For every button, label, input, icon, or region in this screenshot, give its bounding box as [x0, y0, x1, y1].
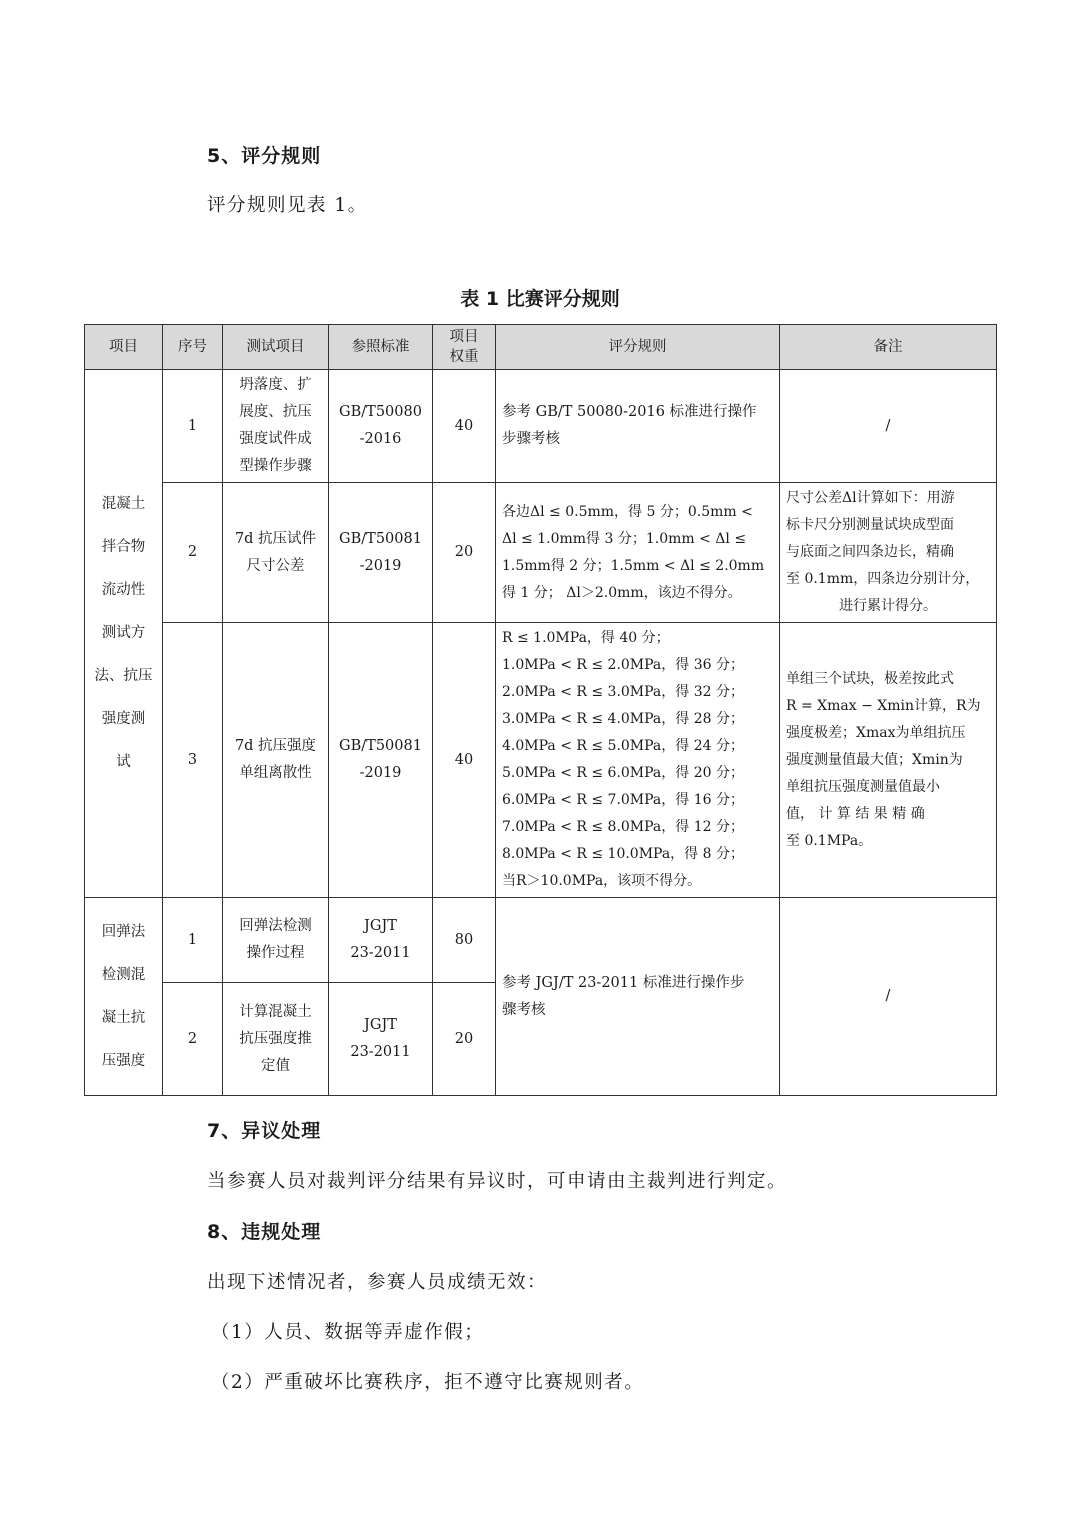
row-no: 3: [163, 623, 223, 898]
section7-heading: 7、异议处理: [207, 1120, 322, 1142]
category-concrete-mix: 混凝土 拌合物 流动性 测试方 法、抗压 强度测 试: [85, 370, 163, 898]
category-rebound-method: 回弹法 检测混 凝土抗 压强度: [85, 898, 163, 1096]
row-note: 单组三个试块，极差按此式 R = Xmax − Xmin计算，R为 强度极差；Xmax为单组抗压 强度测量值最大值；Xmin为 单组抗压强度测量值最小 值， 计 算 结 果 精 确 至 0.1MPa。: [780, 623, 997, 898]
header-standard: 参照标准: [329, 325, 433, 370]
row-note: /: [780, 370, 997, 483]
row-test-item: 坍落度、扩 展度、抗压 强度试件成 型操作步骤: [223, 370, 329, 483]
table-row: [85, 898, 997, 983]
row-rule: R ≤ 1.0MPa，得 40 分； 1.0MPa < R ≤ 2.0MPa，得 36 分； 2.0MPa < R ≤ 3.0MPa，得 32 分； 3.0MPa < R ≤ 4.0MPa，得 28 分； 4.0MPa < R ≤ 5.0MPa，得 24 分； 5.0MPa < R ≤ 6.0MPa，得 20 分； 6.0MPa < R ≤ 7.0MPa，得 16 分； 7.0MPa < R ≤ 8.0MPa，得 12 分； 8.0MPa < R ≤ 10.0MPa，得 8 分； 当R＞10.0MPa，该项不得分。: [496, 623, 780, 898]
section8-text: 出现下述情况者，参赛人员成绩无效：: [207, 1272, 548, 1293]
row-weight: 20: [433, 483, 496, 623]
scoring-rules-table: [84, 324, 997, 1096]
section5-text: 评分规则见表 1。: [207, 195, 368, 216]
row-no: 1: [163, 898, 223, 983]
row-no: 2: [163, 483, 223, 623]
row-test-item: 回弹法检测 操作过程: [223, 898, 329, 983]
row-rule: 各边Δl ≤ 0.5mm，得 5 分；0.5mm < Δl ≤ 1.0mm得 3 分；1.0mm < Δl ≤ 1.5mm得 2 分；1.5mm < Δl ≤ 2.0mm 得 1 分； Δl＞2.0mm，该边不得分。: [496, 483, 780, 623]
row-test-item: 计算混凝土 抗压强度推 定值: [223, 983, 329, 1096]
header-test-item: 测试项目: [223, 325, 329, 370]
row-standard: GB/T50080 -2016: [329, 370, 433, 483]
row-test-item: 7d 抗压强度 单组离散性: [223, 623, 329, 898]
row-rule: 参考 JGJ/T 23-2011 标准进行操作步 骤考核: [496, 898, 780, 1096]
section5-heading: 5、评分规则: [207, 145, 322, 167]
section7-text: 当参赛人员对裁判评分结果有异议时，可申请由主裁判进行判定。: [207, 1171, 788, 1192]
row-test-item: 7d 抗压试件 尺寸公差: [223, 483, 329, 623]
row-note: /: [780, 898, 997, 1096]
row-standard: GB/T50081 -2019: [329, 623, 433, 898]
table-row: [85, 623, 997, 898]
table-row: [85, 483, 997, 623]
row-standard: GB/T50081 -2019: [329, 483, 433, 623]
row-standard: JGJT 23-2011: [329, 898, 433, 983]
row-weight: 80: [433, 898, 496, 983]
row-weight: 40: [433, 370, 496, 483]
row-no: 1: [163, 370, 223, 483]
row-note: 尺寸公差Δl计算如下：用游 标卡尺分别测量试块成型面 与底面之间四条边长，精确 至 0.1mm，四条边分别计分， 进行累计得分。: [780, 483, 997, 623]
table-row: [85, 370, 997, 483]
row-weight: 20: [433, 983, 496, 1096]
table-title: 表 1 比赛评分规则: [460, 288, 620, 310]
section8-heading: 8、违规处理: [207, 1221, 322, 1243]
table-header-row: [85, 325, 997, 370]
row-weight: 40: [433, 623, 496, 898]
header-note: 备注: [780, 325, 997, 370]
list-item: （2）严重破坏比赛秩序，拒不遵守比赛规则者。: [211, 1372, 645, 1393]
header-rule: 评分规则: [496, 325, 780, 370]
header-category: 项目: [85, 325, 163, 370]
header-no: 序号: [163, 325, 223, 370]
header-weight: 项目 权重: [433, 325, 496, 370]
row-standard: JGJT 23-2011: [329, 983, 433, 1096]
row-no: 2: [163, 983, 223, 1096]
list-item: （1）人员、数据等弄虚作假；: [211, 1322, 485, 1343]
row-rule: 参考 GB/T 50080-2016 标准进行操作 步骤考核: [496, 370, 780, 483]
